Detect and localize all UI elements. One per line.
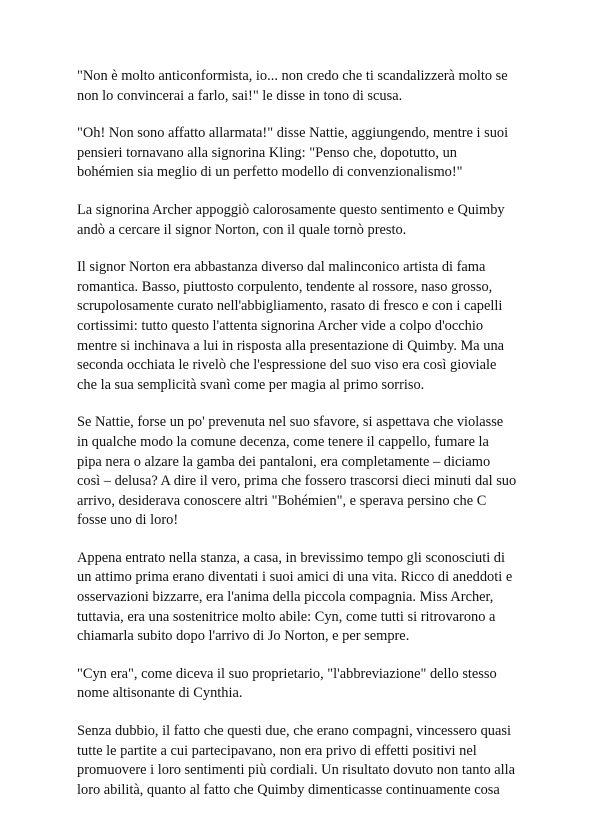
text-line: pensieri tornavano alla signorina Kling: "Penso che, dopotutto, un	[77, 144, 457, 161]
text-line: arrivo, desiderava conoscere altri "Bohémien", e sperava persino che C	[77, 492, 487, 509]
paragraph-1	[77, 67, 537, 106]
text-line: Il signor Norton era abbastanza diverso dal malinconico artista di fama	[77, 259, 486, 276]
paragraph-3	[77, 201, 537, 240]
text-line: un attimo prima erano diventati i suoi amici di una vita. Ricco di aneddoti e	[77, 569, 513, 586]
paragraph-6	[77, 549, 537, 647]
text-line: cortissimi: tutto questo l'attenta signorina Archer vide a colpo d'occhio	[77, 317, 484, 334]
text-line: osservazioni bizzarre, era l'anima della piccola compagnia. Miss Archer,	[77, 589, 494, 606]
text-line: seconda occhiata le rivelò che l'espressione del suo viso era così gioviale	[77, 357, 497, 374]
text-line: pipa nera o alzare la gamba dei pantaloni, era completamente – diciamo	[77, 453, 491, 470]
paragraph-2	[77, 124, 537, 183]
paragraph-8	[77, 722, 537, 800]
text-line: tutte le partite a cui partecipavano, non era privo di effetti positivi nel	[77, 742, 477, 759]
text-line: che la sua semplicità svanì come per magia al primo sorriso.	[77, 376, 425, 393]
text-line: La signorina Archer appoggiò calorosamente questo sentimento e Quimby	[77, 201, 505, 218]
text-line: scrupolosamente curato nell'abbigliamento, rasato di fresco e con i capelli	[77, 298, 503, 315]
paragraph-4	[77, 258, 537, 395]
text-line: non lo convincerai a farlo, sai!" le disse in tono di scusa.	[77, 87, 403, 104]
text-line: "Non è molto anticonformista, io... non credo che ti scandalizzerà molto se	[77, 68, 508, 84]
paragraph-5	[77, 413, 537, 531]
text-line: promuovere i loro sentimenti più cordiali. Un risultato dovuto non tanto alla	[77, 762, 516, 779]
text-line: "Oh! Non sono affatto allarmata!" disse Nattie, aggiungendo, mentre i suoi	[77, 125, 509, 142]
text-line: fosse uno di loro!	[77, 512, 179, 529]
text-line: chiamarla subito dopo l'arrivo di Jo Norton, e per sempre.	[77, 628, 410, 645]
text-line: bohémien sia meglio di un perfetto modello di convenzionalismo!"	[77, 164, 463, 181]
document-page	[77, 67, 537, 818]
text-line: tuttavia, era una sostenitrice molto abile: Cyn, come tutti si ritrovarono a	[77, 608, 496, 625]
text-line: nome altisonante di Cynthia.	[77, 685, 243, 702]
text-line: romantica. Basso, piuttosto corpulento, tendente al rossore, naso grosso,	[77, 278, 493, 295]
text-line: loro abilità, quanto al fatto che Quimby dimenticasse continuamente cosa	[77, 781, 500, 798]
text-line: "Cyn era", come diceva il suo proprietario, "l'abbreviazione" dello stesso	[77, 665, 497, 682]
text-line: Appena entrato nella stanza, a casa, in brevissimo tempo gli sconosciuti di	[77, 549, 506, 566]
text-line: mentre si inchinava a lui in risposta alla presentazione di Quimby. Ma una	[77, 337, 505, 354]
paragraph-7	[77, 665, 537, 704]
text-line: così – delusa? A dire il vero, prima che fossero trascorsi dieci minuti dal suo	[77, 473, 517, 490]
text-line: in qualche modo la comune decenza, come tenere il cappello, fumare la	[77, 433, 489, 450]
text-line: andò a cercare il signor Norton, con il quale tornò presto.	[77, 221, 407, 238]
text-line: Senza dubbio, il fatto che questi due, che erano compagni, vincessero quasi	[77, 723, 511, 740]
text-line: Se Nattie, forse un po' prevenuta nel suo sfavore, si aspettava che violasse	[77, 414, 504, 431]
